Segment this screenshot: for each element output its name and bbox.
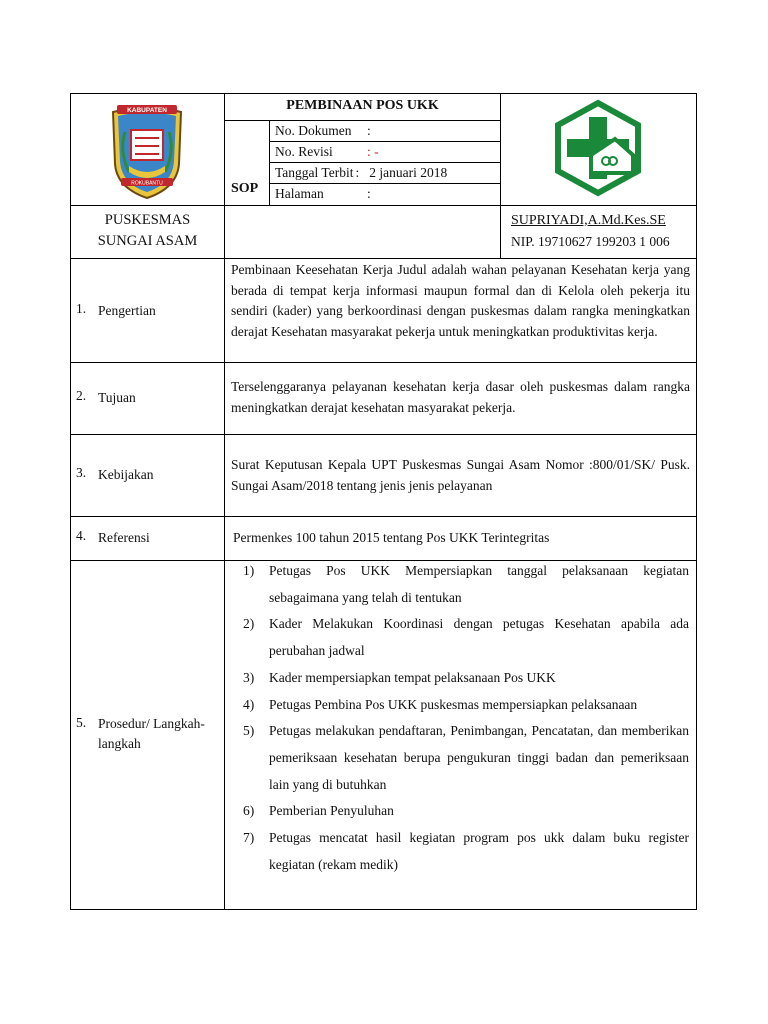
org-name-line1: PUSKESMAS bbox=[104, 212, 191, 228]
regency-coat-of-arms-icon bbox=[107, 102, 187, 200]
field-value: 2 januari 2018 bbox=[369, 165, 448, 180]
section-text: Pembinaan Keesehatan Kerja Judul adalah wahan pelayanan Kesehatan kerja yang berada di tempat kerja informasi maupun formal dan di Kelola oleh pekerja itu sendiri (kader) yang berkoordinasi dengan puskesmas dalam rangka meningkatkan derajat Kesehatan masyarakat pekerja untuk meningkatkan produktivitas kerja. bbox=[231, 262, 690, 339]
section-number: 1. bbox=[76, 301, 87, 316]
section-number: 3. bbox=[76, 465, 87, 480]
step-text: Petugas mencatat hasil kegiatan program pos ukk dalam buku register kegiatan (rekam medik) bbox=[269, 830, 689, 872]
step-number: 4) bbox=[243, 696, 255, 712]
field-label: No. Revisi bbox=[275, 144, 333, 159]
section-label: Pengertian bbox=[98, 303, 156, 318]
signer-name: SUPRIYADI,A.Md.Kes.SE bbox=[511, 213, 666, 228]
step-text: Kader Melakukan Koordinasi dengan petugas Kesehatan apabila ada perubahan jadwal bbox=[269, 616, 689, 659]
step-number: 1) bbox=[243, 563, 255, 578]
document-title: PEMBINAAN POS UKK bbox=[286, 98, 439, 113]
org-cell bbox=[70, 205, 225, 259]
signer-cell bbox=[500, 205, 697, 259]
section-label: Kebijakan bbox=[98, 467, 154, 482]
sop-document bbox=[70, 93, 697, 910]
logo-left-top-text: KABUPATEN bbox=[127, 107, 167, 114]
puskesmas-green-cross-icon bbox=[553, 99, 643, 197]
field-label: Halaman bbox=[275, 186, 324, 201]
field-sep: : - bbox=[367, 144, 379, 159]
step-number: 7) bbox=[243, 830, 255, 846]
logo-left-cell bbox=[70, 93, 225, 206]
section-3-label-cell bbox=[70, 434, 225, 517]
step-number: 2) bbox=[243, 616, 255, 632]
field-sep: : bbox=[355, 165, 360, 180]
signer-nip: NIP. 19710627 199203 1 006 bbox=[511, 234, 670, 249]
section-text: Permenkes 100 tahun 2015 tentang Pos UKK Terintegritas bbox=[233, 530, 550, 545]
sop-label-cell bbox=[224, 120, 270, 206]
section-1-label-cell bbox=[70, 258, 225, 363]
logo-left-bottom-text: ROKUBANTU bbox=[131, 180, 163, 187]
step-number: 3) bbox=[243, 669, 255, 685]
step-number: 6) bbox=[243, 803, 255, 819]
field-tanggal-terbit bbox=[269, 162, 501, 184]
list-item bbox=[243, 558, 689, 611]
section-text: Surat Keputusan Kepala UPT Puskesmas Sungai Asam Nomor :800/01/SK/ Pusk. Sungai Asam/2018 tentang jenis jenis pelayanan bbox=[231, 457, 690, 493]
sop-label: SOP bbox=[231, 181, 259, 196]
section-number: 5. bbox=[76, 715, 87, 730]
step-text: Pemberian Penyuluhan bbox=[269, 803, 394, 819]
section-4-content-cell bbox=[224, 516, 697, 561]
section-label: Tujuan bbox=[98, 390, 136, 405]
section-4-label-cell bbox=[70, 516, 225, 561]
field-sep: : bbox=[367, 123, 371, 138]
org-name-line2: SUNGAI ASAM bbox=[97, 233, 198, 249]
step-text: Petugas Pembina Pos UKK puskesmas mempersiapkan pelaksanaan bbox=[269, 696, 638, 712]
section-label-line1: Prosedur/ Langkah- bbox=[98, 716, 205, 731]
section-text: Terselenggaranya pelayanan kesehatan kerja dasar oleh puskesmas dalam rangka meningkatkan derajat kesehatan masyarakat pekerja. bbox=[231, 379, 690, 415]
section-1-content-cell bbox=[224, 258, 697, 363]
list-item bbox=[243, 718, 689, 798]
step-text: Petugas melakukan pendaftaran, Penimbangan, Pencatatan, dan memberikan pemeriksaan kesehatan berupa pengukuran tinggi badan dan pemeriksaan lain yang di butuhkan bbox=[269, 723, 689, 792]
section-5-content-cell bbox=[224, 560, 697, 910]
field-label: Tanggal Terbit bbox=[275, 165, 354, 180]
field-label: No. Dokumen bbox=[275, 123, 352, 138]
section-label-line2: langkah bbox=[98, 736, 141, 751]
list-item bbox=[243, 798, 689, 825]
list-item bbox=[243, 665, 689, 692]
section-5-label-cell bbox=[70, 560, 225, 910]
section-number: 2. bbox=[76, 388, 87, 403]
section-label: Referensi bbox=[98, 530, 150, 545]
section-2-label-cell bbox=[70, 362, 225, 435]
blank-middle-cell bbox=[224, 205, 501, 259]
list-item bbox=[243, 825, 689, 878]
procedure-steps bbox=[243, 558, 689, 878]
step-text: Petugas Pos UKK Mempersiapkan tanggal pelaksanaan kegiatan sebagaimana yang telah di tentukan bbox=[269, 563, 689, 605]
field-no-revisi bbox=[269, 141, 501, 163]
section-3-content-cell bbox=[224, 434, 697, 517]
list-item bbox=[243, 611, 689, 664]
step-text: Kader mempersiapkan tempat pelaksanaan Pos UKK bbox=[269, 669, 556, 685]
section-2-content-cell bbox=[224, 362, 697, 435]
list-item bbox=[243, 692, 689, 719]
step-number: 5) bbox=[243, 723, 255, 739]
field-halaman bbox=[269, 183, 501, 206]
field-sep: : bbox=[367, 186, 371, 201]
section-number: 4. bbox=[76, 528, 87, 543]
title-cell bbox=[224, 93, 501, 121]
field-no-dokumen bbox=[269, 120, 501, 142]
logo-right-cell bbox=[500, 93, 697, 206]
